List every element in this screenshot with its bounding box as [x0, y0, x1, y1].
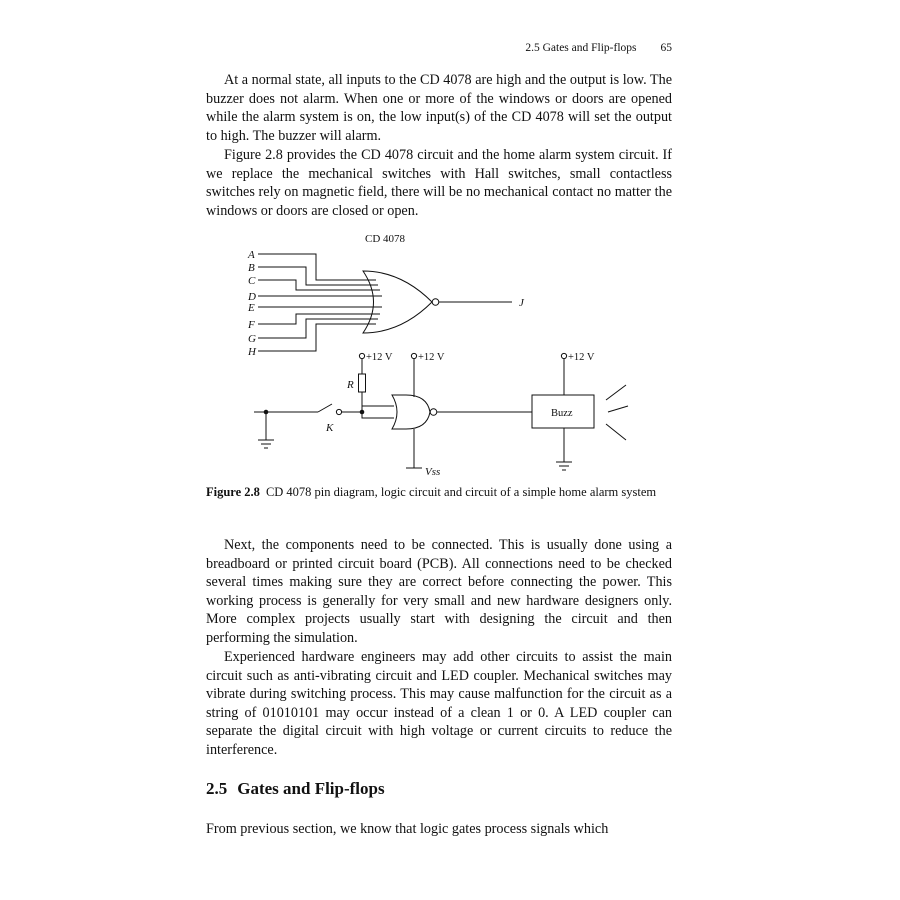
resistor-body: [359, 374, 366, 392]
input-label-h: H: [248, 346, 256, 358]
section-number: 2.5: [206, 779, 228, 798]
section-title: Gates and Flip-flops: [237, 779, 385, 798]
input-label-f: F: [248, 319, 255, 331]
section-heading: [206, 778, 672, 800]
buzz-label: Buzz: [551, 408, 573, 419]
wire-b: [258, 267, 378, 285]
running-head: [206, 42, 672, 54]
input-label-b: B: [248, 262, 255, 274]
nand-gate-body: [392, 395, 430, 429]
supply-label-1: +12 V: [366, 352, 393, 363]
nand-input-bottom: [362, 412, 394, 418]
switch-blade: [318, 404, 332, 412]
chip-label: CD 4078: [365, 233, 406, 245]
circuit-diagram: [206, 228, 672, 480]
figure-caption: [206, 483, 672, 501]
sound-ray-top: [606, 385, 626, 400]
nor-gate-bubble: [432, 299, 439, 306]
nand-gate-bubble: [430, 409, 437, 416]
input-label-g: G: [248, 333, 256, 345]
supply-label-3: +12 V: [568, 352, 595, 363]
supply-label-2: +12 V: [418, 352, 445, 363]
figure-caption-text: CD 4078 pin diagram, logic circuit and circuit of a simple home alarm system: [265, 485, 657, 499]
resistor-label: R: [347, 379, 354, 391]
sound-ray-bottom: [606, 424, 626, 440]
input-label-e: E: [248, 302, 255, 314]
wire-g: [258, 319, 378, 338]
figure-2-8: [206, 228, 672, 480]
running-head-section: 2.5 Gates and Flip-flops: [525, 42, 637, 54]
paragraph-previous-section: From previous section, we know that logic gates process signals which: [206, 821, 609, 837]
supply-terminal-1: [359, 353, 364, 358]
supply-terminal-2: [411, 353, 416, 358]
paragraph-figure-intro: Figure 2.8 provides the CD 4078 circuit and the home alarm system circuit. If we replace the mechanical switches with Hall switches, small contactless switches rely on magnetic field, there will be no mechanical contact no matter the windows or doors are closed or open.: [206, 147, 672, 219]
sound-ray-mid: [608, 406, 628, 412]
paragraph-alarm-state: At a normal state, all inputs to the CD 4078 are high and the output is low. The buzzer does not alarm. When one or more of the windows or doors are opened while the alarm system is on, the low input(s) of the CD 4078 will set the output to high. The buzzer will alarm.: [206, 72, 672, 144]
supply-terminal-3: [561, 353, 566, 358]
paragraph-connection: Next, the components need to be connected. This is usually done using a breadboard or printed circuit board (PCB). All connections need to be checked several times making sure they are correct before connecting the power. This working process is generally for very small and new hardware designers only. More complex projects usually start with designing the circuit and then performing the simulation.: [206, 537, 672, 646]
switch-contact: [336, 409, 341, 414]
nand-input-top: [362, 406, 394, 412]
figure-caption-label: Figure 2.8: [206, 485, 260, 499]
input-label-c: C: [248, 275, 256, 287]
junction-dot-node: [360, 410, 365, 415]
output-label-j: J: [519, 297, 524, 309]
page-number: 65: [660, 42, 672, 54]
vss-label: Vss: [425, 466, 441, 478]
junction-dot-left: [264, 410, 269, 415]
input-label-d: D: [248, 291, 256, 303]
switch-label: K: [326, 422, 334, 434]
input-label-a: A: [248, 249, 255, 261]
paragraph-experienced-engineers: Experienced hardware engineers may add other circuits to assist the main circuit such as anti-vibrating circuit and LED coupler. Mechanical switches may vibrate during switching process. This may cause malfunction for the circuit as a string of 01010101 may occur instead of a clean 1 or 0. A LED coupler can separate the digital circuit with high voltage or current circuits to reduce the interference.: [206, 649, 672, 758]
